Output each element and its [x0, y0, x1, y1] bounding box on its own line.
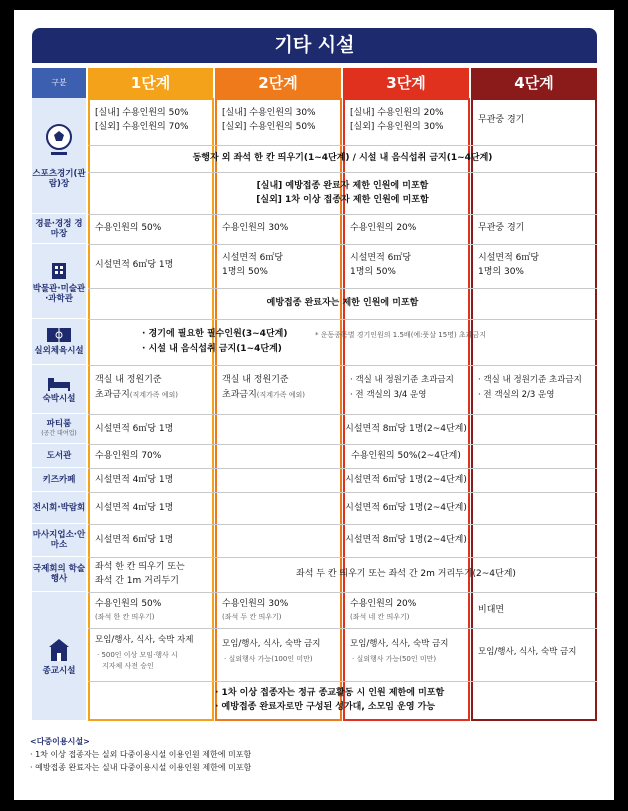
outdoor-line-2: · 시설 내 음식섭취 금지(1~4단계) — [142, 344, 282, 354]
religion-s4b: 모임/행사, 식사, 숙박 금지 — [478, 647, 577, 657]
row-divider — [88, 214, 597, 215]
museum-s1: 시설면적 6㎡당 1명 — [95, 260, 174, 270]
sports-s2-outdoor: [실외] 수용인원의 50% — [222, 122, 316, 132]
label-outdoor-sports: 실외체육시설 — [32, 319, 86, 365]
religion-s2-sub: (좌석 두 칸 띄우기) — [222, 613, 282, 621]
row-divider — [88, 557, 597, 558]
exhibition-s1: 시설면적 4㎡당 1명 — [95, 503, 174, 513]
conference-rest: 좌석 두 칸 띄우기 또는 좌석 간 2m 거리두기(2~4단계) — [296, 569, 516, 579]
religion-s2: 수용인원의 30% — [222, 599, 289, 609]
label-massage: 마사지업소·안마소 — [32, 524, 86, 557]
religion-s1-sub: (좌석 한 칸 띄우기) — [95, 613, 155, 621]
bed-icon — [47, 375, 71, 391]
footnotes-head: <다중이용시설> — [30, 737, 90, 746]
lodging-s2-b: 초과금지(직계가족 예외) — [222, 390, 306, 400]
church-icon — [45, 637, 73, 663]
racing-s1: 수용인원의 50% — [95, 223, 162, 233]
religion-s4: 비대면 — [478, 605, 505, 615]
library-rest: 수용인원의 50%(2~4단계) — [351, 451, 461, 461]
label-lodging: 숙박시설 — [32, 365, 86, 414]
sports-common-1: 동행자 외 좌석 한 칸 띄우기(1~4단계) / 시설 내 음식섭취 금지(1~4단계) — [192, 153, 493, 163]
row-divider — [88, 414, 597, 415]
conference-s1-b: 좌석 간 1m 거리두기 — [95, 576, 179, 586]
lodging-s1-b: 초과금지(직계가족 예외) — [95, 390, 179, 400]
row-divider — [88, 145, 597, 146]
stage-2-header: 2단계 — [215, 68, 341, 98]
footnote-item: · 예방접종 완료자는 실내 다중이용시설 이용인원 제한에 미포함 — [30, 763, 252, 772]
row-divider — [88, 172, 597, 173]
row-divider — [88, 365, 597, 366]
museum-s3-a: 시설면적 6㎡당 — [350, 253, 412, 263]
label-exhibition: 전시회·박람회 — [32, 492, 86, 524]
row-divider — [88, 628, 597, 629]
label-library: 도서관 — [32, 444, 86, 468]
lodging-s3-b: · 전 객실의 3/4 운영 — [350, 390, 427, 400]
row-divider — [88, 468, 597, 469]
label-conference: 국제회의 학술행사 — [32, 557, 86, 592]
kids-cafe-rest: 시설면적 6㎡당 1명(2~4단계) — [345, 475, 467, 485]
sports-s1-indoor: [실내] 수용인원의 50% — [95, 108, 189, 118]
label-party-room: 파티룸 (공간 대여업) — [32, 414, 86, 444]
religion-s2b-note: · 실외행사 가능(100인 미만) — [224, 655, 313, 663]
sports-s4: 무관중 경기 — [478, 115, 525, 125]
religion-common-1: · 1차 이상 접종자는 정규 종교활동 시 인원 제한에 미포함 — [215, 688, 445, 698]
header-gubun: 구분 — [32, 68, 86, 98]
label-kids-cafe: 키즈카페 — [32, 468, 86, 492]
religion-s3: 수용인원의 20% — [350, 599, 417, 609]
stage-4-header: 4단계 — [471, 68, 597, 98]
outdoor-line-1-note: * 운동종목별 경기인원의 1.5배(예:풋살 15명) 초과금지 — [315, 331, 486, 339]
page-title: 기타 시설 — [32, 28, 597, 63]
footnote-item: · 1차 이상 접종자는 실외 다중이용시설 이용인원 제한에 미포함 — [30, 750, 252, 759]
lodging-s4-b: · 전 객실의 2/3 운영 — [478, 390, 555, 400]
exhibition-rest: 시설면적 6㎡당 1명(2~4단계) — [345, 503, 467, 513]
sports-s2-indoor: [실내] 수용인원의 30% — [222, 108, 316, 118]
sports-common-2a: [실내] 예방접종 완료자 제한 인원에 미포함 — [256, 181, 429, 191]
stage-1-header: 1단계 — [88, 68, 213, 98]
row-divider — [88, 444, 597, 445]
row-divider — [88, 492, 597, 493]
massage-s1: 시설면적 6㎡당 1명 — [95, 535, 174, 545]
racing-s4: 무관중 경기 — [478, 223, 525, 233]
religion-s1b-note-a: · 500인 이상 모임·행사 시 — [97, 651, 178, 659]
religion-s3b-note: · 실외행사 가능(50인 미만) — [352, 655, 437, 663]
museum-s4-a: 시설면적 6㎡당 — [478, 253, 540, 263]
row-divider — [88, 319, 597, 320]
religion-s3b: 모임/행사, 식사, 숙박 금지 — [350, 639, 449, 649]
label-sports: 스포츠경기(관람)장 — [32, 98, 86, 214]
outdoor-line-1: · 경기에 필요한 필수인원(3~4단계) — [142, 329, 288, 339]
lodging-s3-a: · 객실 내 정원기준 초과금지 — [350, 375, 454, 385]
kids-cafe-s1: 시설면적 4㎡당 1명 — [95, 475, 174, 485]
row-divider — [88, 524, 597, 525]
religion-s1b-note-b: 지자체 사전 승인 — [102, 662, 154, 670]
row-divider — [88, 681, 597, 682]
footnotes — [30, 735, 251, 774]
museum-common: 예방접종 완료자는 제한 인원에 미포함 — [266, 298, 419, 308]
label-religion: 종교시설 — [32, 592, 86, 721]
sports-s3-indoor: [실내] 수용인원의 20% — [350, 108, 444, 118]
court-icon — [46, 327, 72, 343]
row-divider — [88, 592, 597, 593]
religion-s3-sub: (좌석 네 칸 띄우기) — [350, 613, 410, 621]
building-icon — [48, 259, 70, 281]
lodging-s1-a: 객실 내 정원기준 — [95, 375, 162, 385]
religion-s1: 수용인원의 50% — [95, 599, 162, 609]
row-divider — [88, 288, 597, 289]
museum-s2-a: 시설면적 6㎡당 — [222, 253, 284, 263]
racing-s3: 수용인원의 20% — [350, 223, 417, 233]
party-room-s1: 시설면적 6㎡당 1명 — [95, 424, 174, 434]
lodging-s2-a: 객실 내 정원기준 — [222, 375, 289, 385]
library-s1: 수용인원의 70% — [95, 451, 162, 461]
sports-s3-outdoor: [실외] 수용인원의 30% — [350, 122, 444, 132]
religion-common-2: · 예방접종 완료자로만 구성된 성가대, 소모임 운영 가능 — [215, 702, 436, 712]
label-museum: 박물관·미술관·과학관 — [32, 244, 86, 319]
lodging-s4-a: · 객실 내 정원기준 초과금지 — [478, 375, 582, 385]
museum-s3-b: 1명의 50% — [350, 267, 396, 277]
conference-s1-a: 좌석 한 칸 띄우기 또는 — [95, 562, 185, 572]
label-racing: 경륜·경정 경마장 — [32, 214, 86, 244]
racing-s2: 수용인원의 30% — [222, 223, 289, 233]
museum-s2-b: 1명의 50% — [222, 267, 268, 277]
soccer-ball-icon — [44, 122, 74, 166]
massage-rest: 시설면적 8㎡당 1명(2~4단계) — [345, 535, 467, 545]
sports-s1-outdoor: [실외] 수용인원의 70% — [95, 122, 189, 132]
museum-s4-b: 1명의 30% — [478, 267, 524, 277]
row-divider — [88, 244, 597, 245]
religion-s1b: 모임/행사, 식사, 숙박 자제 — [95, 635, 194, 645]
stage-3-header: 3단계 — [343, 68, 469, 98]
religion-s2b: 모임/행사, 식사, 숙박 금지 — [222, 639, 321, 649]
sports-common-2b: [실외] 1차 이상 접종자 제한 인원에 미포함 — [256, 195, 429, 205]
party-room-rest: 시설면적 8㎡당 1명(2~4단계) — [345, 424, 467, 434]
